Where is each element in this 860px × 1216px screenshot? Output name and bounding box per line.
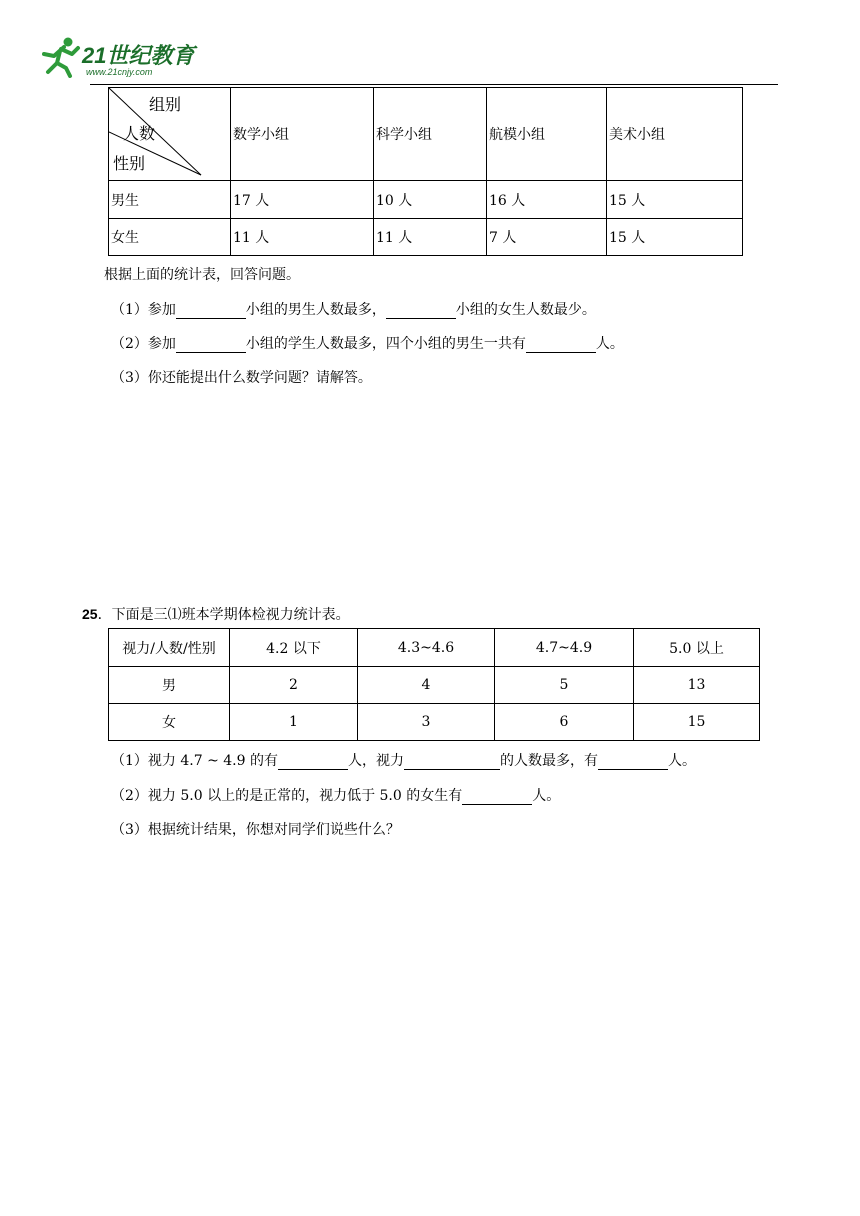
table-row	[109, 667, 760, 704]
row-label: 男生	[109, 181, 231, 219]
answer-blank[interactable]	[176, 304, 246, 319]
row-label: 女生	[109, 219, 231, 256]
table-row	[109, 219, 743, 256]
answer-blank[interactable]	[462, 790, 532, 805]
answer-blank[interactable]	[278, 755, 348, 770]
answer-blank[interactable]	[176, 338, 246, 353]
vision-table	[108, 628, 760, 741]
answer-blank[interactable]	[386, 304, 456, 319]
diagonal-header-cell	[109, 88, 231, 181]
header-cell: 航模小组	[487, 88, 607, 181]
q25-part2	[111, 785, 560, 805]
header-cell: 5.0 以上	[634, 629, 760, 667]
table-cell: 4	[358, 667, 495, 704]
q25-title	[82, 604, 350, 624]
table-cell: 1	[230, 704, 358, 741]
q24-p1-text-a: （1）参加	[111, 302, 176, 318]
answer-blank[interactable]	[598, 755, 668, 770]
q24-intro: 根据上面的统计表，回答问题。	[104, 267, 300, 283]
corner-top-label: 组别	[149, 95, 182, 114]
header-cell: 美术小组	[607, 88, 743, 181]
q24-p1-text-c: 小组的女生人数最少。	[455, 302, 596, 318]
table-cell: 11 人	[231, 219, 374, 256]
q25-part3: （3）根据统计结果，你想对同学们说些什么？	[111, 822, 400, 838]
row-label: 男	[109, 667, 230, 704]
table-cell: 15	[634, 704, 760, 741]
table-cell: 5	[495, 667, 634, 704]
table-cell: 6	[495, 704, 634, 741]
q24-part3: （3）你还能提出什么数学问题？请解答。	[111, 370, 372, 386]
interest-group-table	[108, 87, 743, 256]
header-rule	[90, 84, 778, 85]
table-cell: 7 人	[487, 219, 607, 256]
table-row	[109, 181, 743, 219]
table-cell: 2	[230, 667, 358, 704]
header-cell: 数学小组	[231, 88, 374, 181]
table-cell: 10 人	[374, 181, 487, 219]
header-cell: 4.2 以下	[230, 629, 358, 667]
table-cell: 15 人	[607, 181, 743, 219]
question-number: 25	[82, 606, 98, 622]
table-header-row	[109, 629, 760, 667]
q25-part1	[111, 750, 696, 770]
header-cell: 4.3~4.6	[358, 629, 495, 667]
table-cell: 17 人	[231, 181, 374, 219]
q24-p2-text-a: （2）参加	[111, 336, 176, 352]
answer-blank[interactable]	[526, 338, 596, 353]
corner-middle-label: 人数	[123, 124, 156, 143]
q24-p2-text-c: 人。	[595, 336, 624, 352]
table-cell: 15 人	[607, 219, 743, 256]
q24-part1	[111, 299, 596, 319]
q24-p1-text-b: 小组的男生人数最多，	[245, 302, 386, 318]
runner-icon	[44, 38, 78, 77]
row-label: 女	[109, 704, 230, 741]
header-cell: 科学小组	[374, 88, 487, 181]
header-cell: 视力/人数/性别	[109, 629, 230, 667]
corner-bottom-label: 性别	[113, 154, 146, 173]
logo	[30, 34, 200, 78]
q24-part2	[111, 333, 624, 353]
table-cell: 3	[358, 704, 495, 741]
q25-p1-text-b: 人，视力	[347, 753, 404, 769]
q25-title-text: ．下面是三⑴班本学期体检视力统计表。	[97, 607, 350, 623]
logo-url: www.21cnjy.com	[86, 67, 153, 77]
q25-p2-text-b: 人。	[532, 788, 561, 804]
q24-p2-text-b: 小组的学生人数最多，四个小组的男生一共有	[245, 336, 526, 352]
q25-p1-text-d: 人。	[667, 753, 696, 769]
table-row	[109, 704, 760, 741]
q25-p2-text-a: （2）视力 5.0 以上的是正常的，视力低于 5.0 的女生有	[111, 788, 463, 804]
q25-p1-text-c: 的人数最多，有	[499, 753, 598, 769]
table-cell: 13	[634, 667, 760, 704]
table-cell: 11 人	[374, 219, 487, 256]
q25-p1-text-a: （1）视力 4.7 ~ 4.9 的有	[111, 753, 278, 769]
table-cell: 16 人	[487, 181, 607, 219]
logo-text: 21世纪教育	[82, 43, 195, 68]
header-cell: 4.7~4.9	[495, 629, 634, 667]
answer-blank[interactable]	[404, 755, 500, 770]
